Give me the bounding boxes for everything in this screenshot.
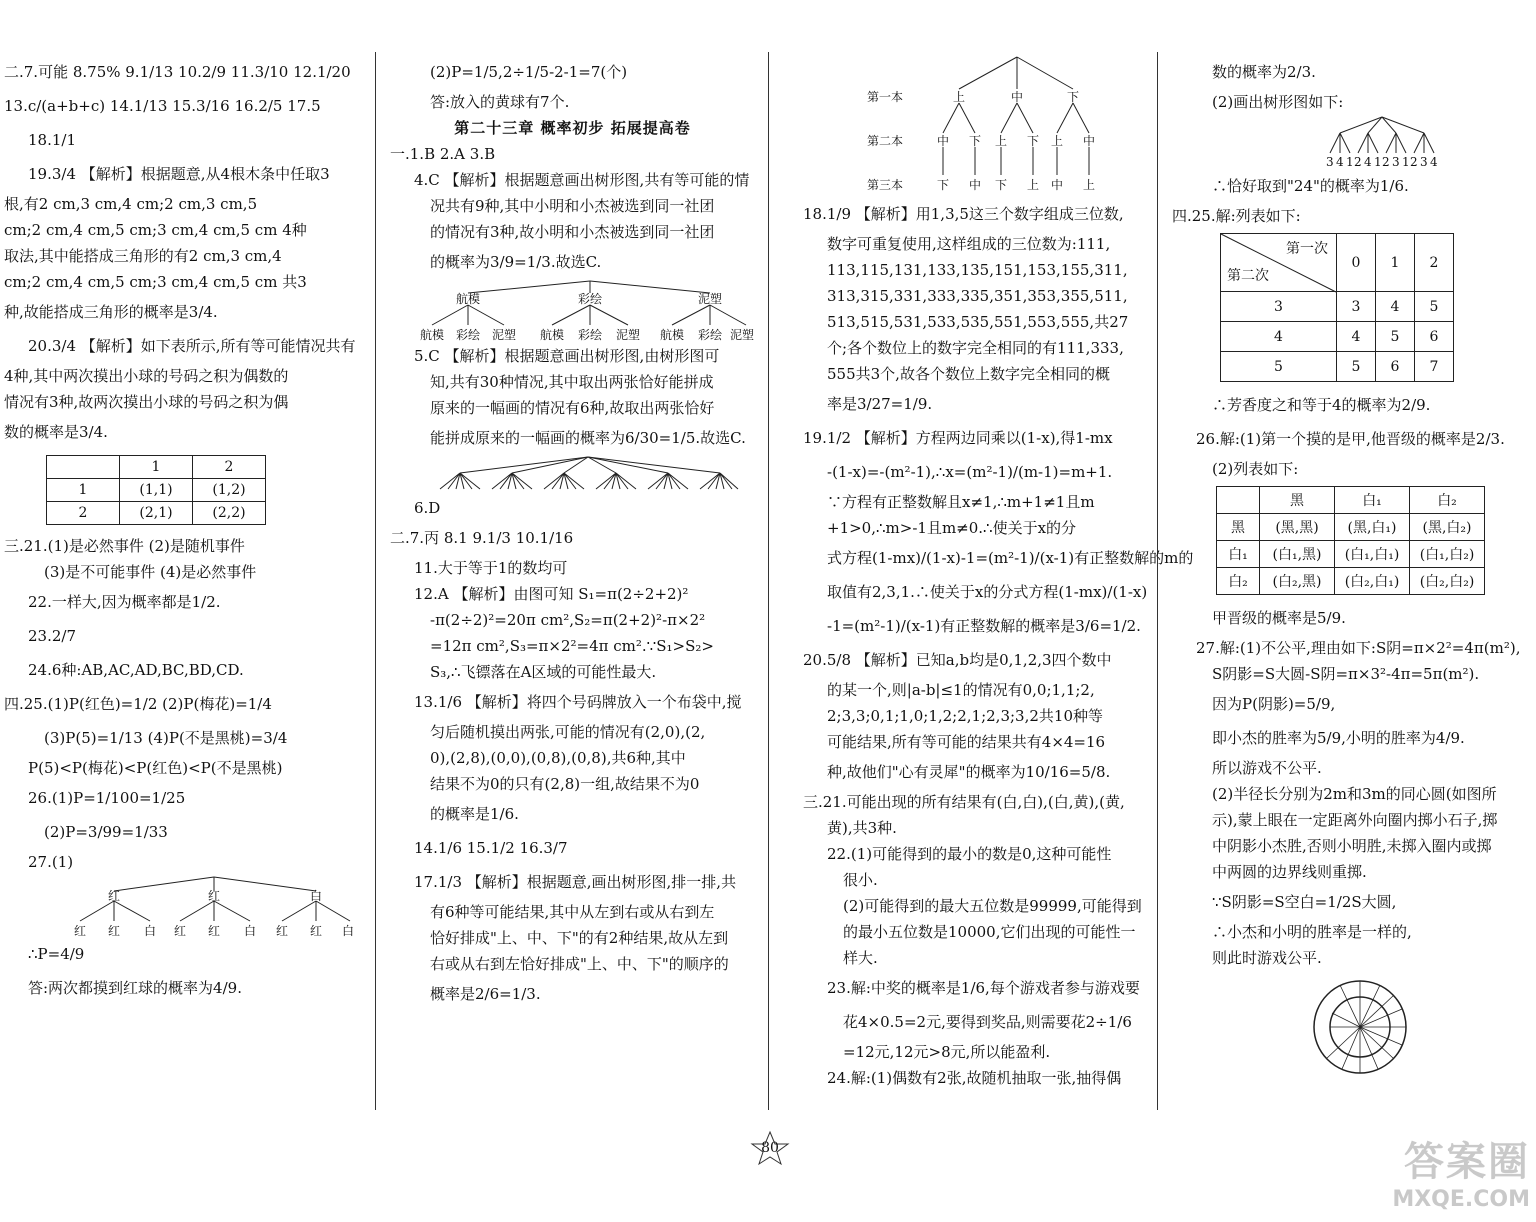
answer-line: -1=(m²-1)/(x-1)有正整数解的概率是3/6=1/2. — [827, 617, 1141, 635]
answer-line: +1>0,∴m>-1且m≠0.∴使关于x的分 — [827, 519, 1077, 537]
answer-line: 即小杰的胜率为5/9,小明的胜率为4/9. — [1212, 729, 1465, 747]
tree-node: 红 — [174, 924, 187, 938]
sum-table — [1220, 233, 1454, 382]
table-cell: (1,1) — [120, 479, 193, 502]
answer-line: (2)可能得到的最大五位数是99999,可能得到 — [843, 897, 1142, 915]
draw-table — [1216, 486, 1485, 595]
answer-line: 取法,其中能搭成三角形的有2 cm,3 cm,4 — [4, 247, 282, 265]
table-header-cell — [47, 456, 120, 479]
tree-node: 白 — [342, 924, 355, 938]
tree-node: 1 — [1402, 155, 1410, 169]
answer-line: 数字可重复使用,这样组成的三位数为:111, — [827, 235, 1111, 253]
table-corner-cell — [1221, 234, 1337, 292]
answer-line: 4种,其中两次摸出小球的号码之积为偶数的 — [4, 367, 289, 385]
tree-node: 2 — [1382, 155, 1390, 169]
answer-line: 根,有2 cm,3 cm,4 cm;2 cm,3 cm,5 — [4, 195, 258, 213]
table-cell: 7 — [1415, 352, 1454, 382]
table-cell: 5 — [1337, 352, 1376, 382]
page-number-text: 80 — [761, 1140, 779, 1156]
answer-line: (2)P=3/99=1/33 — [44, 823, 168, 841]
answer-line: 20.5/8 【解析】已知a,b均是0,1,2,3四个数中 — [803, 651, 1112, 669]
answer-line: 555共3个,故各个数位上数字完全相同的概 — [827, 365, 1110, 383]
tree-node: 白 — [144, 924, 157, 938]
tree-node: 红 — [74, 924, 87, 938]
tree-node: 红 — [276, 924, 289, 938]
tree-node: 上 — [1083, 178, 1096, 192]
tree-node: 4 — [1336, 155, 1344, 169]
table-cell: 1 — [47, 479, 120, 502]
answer-line: 19.1/2 【解析】方程两边同乘以(1-x),得1-mx — [803, 429, 1113, 447]
tree-svg — [420, 279, 755, 343]
answer-line: 13.1/6 【解析】将四个号码牌放入一个布袋中,搅 — [414, 693, 742, 711]
answer-line: 答:两次都摸到红球的概率为4/9. — [28, 979, 242, 997]
table-cell: 3 — [1337, 292, 1376, 322]
table-cell: (白₂,黑) — [1260, 568, 1335, 595]
answer-line: 种,故能搭成三角形的概率是3/4. — [4, 303, 218, 321]
tree-node: 中 — [937, 134, 950, 148]
table-cell: 4 — [1337, 322, 1376, 352]
page-number — [740, 1140, 800, 1156]
corner-top-label: 第一次 — [1286, 241, 1328, 257]
answer-line: 四.25.解:列表如下: — [1172, 207, 1301, 225]
chapter-title: 第二十三章 概率初步 拓展提高卷 — [454, 119, 691, 137]
answer-line: (2)P=1/5,2÷1/5-2-1=7(个) — [430, 63, 628, 81]
table-cell: (2,1) — [120, 502, 193, 525]
tree-node: 泥塑 — [698, 292, 723, 306]
answer-line: 数的概率为2/3. — [1212, 63, 1316, 81]
tree-node: 下 — [1027, 134, 1040, 148]
answer-line: 的某一个,则|a-b|≤1的情况有0,0;1,1;2, — [827, 681, 1095, 699]
tree-node: 泥塑 — [730, 328, 755, 342]
table-header-cell: 1 — [1376, 234, 1415, 292]
tree-diagram-clubs — [390, 279, 755, 343]
answer-line: 113,115,131,133,135,151,153,155,311, — [827, 261, 1128, 279]
table-cell: (白₁,白₂) — [1410, 541, 1485, 568]
tree-node: 4 — [1364, 155, 1372, 169]
answer-line: S阴影=S大圆-S阴=π×3²-4π=5π(m²). — [1212, 665, 1480, 683]
tree-diagram-books — [803, 55, 1148, 197]
table-cell: (2,2) — [193, 502, 266, 525]
table-cell: 白₂ — [1217, 568, 1260, 595]
answer-line: 恰好排成"上、中、下"的有2种结果,故从左到 — [430, 929, 729, 947]
answer-line: -π(2÷2)²=20π cm²,S₂=π(2+2)²-π×2² — [430, 611, 706, 629]
tree-diagram-balls — [4, 875, 360, 937]
tree-node: 3 — [1420, 155, 1428, 169]
tree-node: 3 — [1392, 155, 1400, 169]
answer-line: 27.(1) — [28, 853, 74, 871]
answer-line: 24.解:(1)偶数有2张,故随机抽取一张,抽得偶 — [827, 1069, 1122, 1087]
answer-line: 四.25.(1)P(红色)=1/2 (2)P(梅花)=1/4 — [4, 695, 272, 713]
tree-node: 红 — [108, 924, 121, 938]
tree-row-label: 第三本 — [867, 178, 904, 192]
tree-node: 3 — [1326, 155, 1334, 169]
answer-line: 5.C 【解析】根据题意画出树形图,由树形图可 — [414, 347, 720, 365]
table-cell: (白₂,白₁) — [1335, 568, 1410, 595]
tree-node: 红 — [208, 924, 221, 938]
answer-line: 个;各个数位上的数字完全相同的有111,333, — [827, 339, 1124, 357]
concentric-circles-figure — [1172, 971, 1530, 1081]
tree-node: 红 — [108, 889, 121, 903]
answer-line: (2)列表如下: — [1212, 460, 1299, 478]
answer-line: ∴芳香度之和等于4的概率为2/9. — [1212, 396, 1431, 414]
answer-line: 结果不为0的只有(2,8)一组,故结果不为0 — [430, 775, 700, 793]
table-cell: (白₁,黑) — [1260, 541, 1335, 568]
answer-line: 率是3/27=1/9. — [827, 395, 933, 413]
answer-line: 18.1/9 【解析】用1,3,5这三个数字组成三位数, — [803, 205, 1124, 223]
answer-line: 一.1.B 2.A 3.B — [390, 145, 496, 163]
tree-node: 中 — [1051, 178, 1064, 192]
tree-node: 下 — [937, 178, 950, 192]
tree-node: 下 — [995, 178, 1008, 192]
table-cell: 4 — [1376, 292, 1415, 322]
answer-line: 313,315,331,333,335,351,353,355,511, — [827, 287, 1128, 305]
answer-line: 能拼成原来的一幅画的概率为6/30=1/5.故选C. — [430, 429, 746, 447]
product-table — [46, 455, 266, 525]
tree-node: 2 — [1354, 155, 1362, 169]
column-3 — [803, 55, 1194, 1091]
answer-line: 有6种等可能结果,其中从左到右或从右到左 — [430, 903, 715, 921]
answer-line: 2;3,3;0,1;1,0;1,2;2,1;2,3;3,2共10种等 — [827, 707, 1103, 725]
answer-line: (3)P(5)=1/13 (4)P(不是黑桃)=3/4 — [44, 729, 288, 747]
table-cell: 2 — [47, 502, 120, 525]
answer-line: P(5)<P(梅花)<P(红色)<P(不是黑桃) — [28, 759, 283, 777]
table-cell: 5 — [1376, 322, 1415, 352]
tree-node: 上 — [953, 90, 966, 104]
answer-line: 原来的一幅画的情况有6种,故取出两张恰好 — [430, 399, 715, 417]
tree-node: 下 — [969, 134, 982, 148]
tree-row-label: 第一本 — [867, 90, 904, 104]
answer-line: 22.一样大,因为概率都是1/2. — [28, 593, 221, 611]
column-divider — [768, 52, 769, 1110]
table-cell: 5 — [1415, 292, 1454, 322]
answer-line: 11.大于等于1的数均可 — [414, 559, 568, 577]
table-cell: 4 — [1221, 322, 1337, 352]
table-header-cell: 0 — [1337, 234, 1376, 292]
answer-line: 12.A 【解析】由图可知 S₁=π(2÷2+2)² — [414, 585, 689, 603]
answer-line: 黄),共3种. — [827, 819, 897, 837]
answer-line: 的概率是1/6. — [430, 805, 519, 823]
column-4 — [1172, 55, 1530, 1081]
column-divider — [375, 52, 376, 1110]
tree-node: 中 — [969, 178, 982, 192]
tree-node: 彩绘 — [698, 328, 723, 342]
table-cell: (黑,白₁) — [1335, 514, 1410, 541]
answer-line: =12元,12元>8元,所以能盈利. — [843, 1043, 1051, 1061]
tree-svg — [867, 55, 1127, 197]
table-header-cell: 2 — [1415, 234, 1454, 292]
tree-diagram-pictures — [390, 455, 755, 495]
column-2 — [390, 55, 755, 1011]
table-header-cell: 黑 — [1260, 487, 1335, 514]
answer-line: 则此时游戏公平. — [1212, 949, 1322, 967]
answer-line: ∵方程有正整数解且x≠1,∴m+1≠1且m — [827, 493, 1095, 511]
table-header-cell: 白₂ — [1410, 487, 1485, 514]
tree-node: 航模 — [420, 328, 445, 342]
answer-line: 花4×0.5=2元,要得到奖品,则需要花2÷1/6 — [843, 1013, 1132, 1031]
tree-svg — [54, 875, 354, 937]
column-divider — [1157, 52, 1158, 1110]
answer-line: cm;2 cm,4 cm,5 cm;3 cm,4 cm,5 cm 4种 — [4, 221, 307, 239]
answer-line: 知,共有30种情况,其中取出两张恰好能拼成 — [430, 373, 714, 391]
tree-node: 4 — [1430, 155, 1438, 169]
table-cell: 白₁ — [1217, 541, 1260, 568]
tree-node: 上 — [1051, 134, 1064, 148]
answer-line: 中两圆的边界线则重掷. — [1212, 863, 1367, 881]
tree-node: 1 — [1346, 155, 1354, 169]
table-header-cell: 白₁ — [1335, 487, 1410, 514]
answer-line: 二.7.丙 8.1 9.1/3 10.1/16 — [390, 529, 574, 547]
answer-line: 20.3/4 【解析】如下表所示,所有等可能情况共有 — [28, 337, 356, 355]
answer-line: 的概率为3/9=1/3.故选C. — [430, 253, 602, 271]
answer-line: (2)画出树形图如下: — [1212, 93, 1344, 111]
answer-line: 22.(1)可能得到的最小的数是0,这种可能性 — [827, 845, 1112, 863]
tree-node: 中 — [1011, 90, 1024, 104]
tree-node: 中 — [1083, 134, 1096, 148]
table-cell: (白₂,白₂) — [1410, 568, 1485, 595]
answer-line: 6.D — [414, 499, 441, 517]
tree-node: 红 — [310, 924, 323, 938]
answer-line: 23.2/7 — [28, 627, 76, 645]
tree-node: 泥塑 — [616, 328, 641, 342]
answer-line: ∴小杰和小明的胜率是一样的, — [1212, 923, 1412, 941]
answer-line: 26.解:(1)第一个摸的是甲,他晋级的概率是2/3. — [1196, 430, 1505, 448]
answer-line: 513,515,531,533,535,551,553,555,共27 — [827, 313, 1129, 331]
table-header-cell: 1 — [120, 456, 193, 479]
answer-line: 19.3/4 【解析】根据题意,从4根木条中任取3 — [28, 165, 330, 183]
tree-node: 彩绘 — [456, 328, 481, 342]
answer-line: 的情况有3种,故小明和小杰被选到同一社团 — [430, 223, 715, 241]
tree-node: 彩绘 — [578, 328, 603, 342]
answer-line: -(1-x)=-(m²-1),∴x=(m²-1)/(m-1)=m+1. — [827, 463, 1113, 481]
answer-line: 三.21.可能出现的所有结果有(白,白),(白,黄),(黄, — [803, 793, 1125, 811]
answer-line: 概率是2/6=1/3. — [430, 985, 541, 1003]
answer-line: 很小. — [843, 871, 878, 889]
answer-line: ∴恰好取到"24"的概率为1/6. — [1212, 177, 1409, 195]
answer-line: 样大. — [843, 949, 878, 967]
tree-node: 下 — [1067, 90, 1080, 104]
tree-node: 上 — [995, 134, 1008, 148]
tree-diagram-digits — [1172, 115, 1530, 169]
table-cell: (1,2) — [193, 479, 266, 502]
table-cell: 黑 — [1217, 514, 1260, 541]
answer-line: 种,故他们"心有灵犀"的概率为10/16=5/8. — [827, 763, 1111, 781]
answer-line: 三.21.(1)是必然事件 (2)是随机事件 — [4, 537, 245, 555]
tree-node: 航模 — [540, 328, 565, 342]
table-header-cell — [1217, 487, 1260, 514]
answer-line: 18.1/1 — [28, 131, 76, 149]
answer-line: 26.(1)P=1/100=1/25 — [28, 789, 186, 807]
answer-line: 24.6种:AB,AC,AD,BC,BD,CD. — [28, 661, 244, 679]
answer-line: 因为P(阴影)=5/9, — [1212, 695, 1336, 713]
answer-line: cm;2 cm,4 cm,5 cm;3 cm,4 cm,5 cm 共3 — [4, 273, 307, 291]
table-cell: 3 — [1221, 292, 1337, 322]
corner-bottom-label: 第二次 — [1227, 268, 1269, 284]
tree-svg — [1322, 115, 1442, 169]
tree-node: 航模 — [456, 292, 481, 306]
answer-line: 13.c/(a+b+c) 14.1/13 15.3/16 16.2/5 17.5 — [4, 97, 321, 115]
watermark-text: 答案圈 — [1404, 1139, 1530, 1185]
table-cell: 6 — [1415, 322, 1454, 352]
circle-diagram — [1302, 977, 1422, 1077]
table-cell: (黑,白₂) — [1410, 514, 1485, 541]
answer-line: 14.1/6 15.1/2 16.3/7 — [414, 839, 568, 857]
answer-line: 可能结果,所有等可能的结果共有4×4=16 — [827, 733, 1106, 751]
tree-node: 2 — [1410, 155, 1418, 169]
answer-line: (3)是不可能事件 (4)是必然事件 — [44, 563, 257, 581]
answer-line: 27.解:(1)不公平,理由如下:S阴=π×2²=4π(m²), — [1196, 639, 1521, 657]
answer-line: 0),(2,8),(0,0),(0,8),(0,8),共6种,其中 — [430, 749, 686, 767]
tree-node: 白 — [310, 889, 323, 903]
answer-line: 二.7.可能 8.75% 9.1/13 10.2/9 11.3/10 12.1/20 — [4, 63, 351, 81]
answer-line: 的最小五位数是10000,它们出现的可能性一 — [843, 923, 1136, 941]
tree-node: 泥塑 — [492, 328, 517, 342]
answer-line: 数的概率是3/4. — [4, 423, 108, 441]
tree-node: 上 — [1027, 178, 1040, 192]
tree-svg — [438, 455, 738, 495]
answer-line: 4.C 【解析】根据题意画出树形图,共有等可能的情 — [414, 171, 750, 189]
watermark-url: MXQE.COM — [1392, 1187, 1530, 1212]
answer-line: S₃,∴飞镖落在A区域的可能性最大. — [430, 663, 657, 681]
tree-node: 1 — [1374, 155, 1382, 169]
table-header-cell: 2 — [193, 456, 266, 479]
table-cell: 5 — [1221, 352, 1337, 382]
answer-line: 中阴影小杰胜,否则小明胜,未掷入圈内或掷 — [1212, 837, 1492, 855]
table-cell: (黑,黑) — [1260, 514, 1335, 541]
tree-node: 白 — [244, 924, 257, 938]
answer-line: 右或从右到左恰好排成"上、中、下"的顺序的 — [430, 955, 729, 973]
tree-row-label: 第二本 — [867, 134, 904, 148]
table-cell: 6 — [1376, 352, 1415, 382]
answer-line: 情况有3种,故两次摸出小球的号码之积为偶 — [4, 393, 289, 411]
answer-line: 示),蒙上眼在一定距离外向圈内掷小石子,掷 — [1212, 811, 1498, 829]
table-cell: (白₁,白₁) — [1335, 541, 1410, 568]
answer-line: 匀后随机摸出两张,可能的情况有(2,0),(2, — [430, 723, 706, 741]
answer-line: 况共有9种,其中小明和小杰被选到同一社团 — [430, 197, 715, 215]
answer-line: =12π cm²,S₃=π×2²=4π cm².∵S₁>S₂> — [430, 637, 714, 655]
answer-line: (2)半径长分别为2m和3m的同心圆(如图所 — [1212, 785, 1497, 803]
answer-line: 取值有2,3,1.∴使关于x的分式方程(1-mx)/(1-x) — [827, 583, 1148, 601]
column-1 — [4, 55, 360, 1005]
tree-node: 航模 — [660, 328, 685, 342]
answer-line: 17.1/3 【解析】根据题意,画出树形图,排一排,共 — [414, 873, 737, 891]
watermark-logo — [1330, 1130, 1530, 1212]
answer-line: ∴P=4/9 — [28, 945, 85, 963]
answer-line: 式方程(1-mx)/(1-x)-1=(m²-1)/(x-1)有正整数解的m的 — [827, 549, 1194, 567]
answer-line: 甲晋级的概率是5/9. — [1212, 609, 1346, 627]
answer-line: 所以游戏不公平. — [1212, 759, 1322, 777]
tree-node: 红 — [208, 889, 221, 903]
tree-node: 彩绘 — [578, 292, 603, 306]
answer-line: ∵S阴影=S空白=1/2S大圆, — [1212, 893, 1397, 911]
answer-line: 23.解:中奖的概率是1/6,每个游戏者参与游戏要 — [827, 979, 1140, 997]
answer-line: 答:放入的黄球有7个. — [430, 93, 570, 111]
